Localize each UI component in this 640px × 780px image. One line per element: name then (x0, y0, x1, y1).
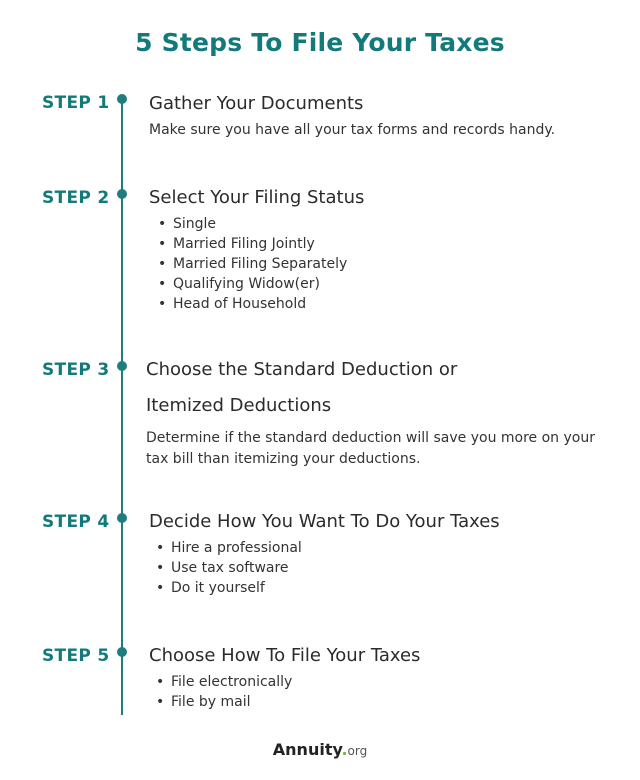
step-4-heading: Decide How You Want To Do Your Taxes (149, 511, 500, 532)
step-3-heading-line-1: Choose the Standard Deduction or (146, 359, 458, 380)
step-1-label: STEP 1 (42, 93, 110, 113)
logo-dot: . (341, 740, 348, 759)
timeline-dot-step-4 (117, 513, 127, 523)
list-item: • File electronically (156, 674, 293, 690)
step-2-heading: Select Your Filing Status (149, 187, 365, 208)
list-item: • Qualifying Widow(er) (158, 276, 320, 292)
bullet-icon: • (156, 560, 165, 576)
step-3-description: Determine if the standard deduction will save you more on your tax bill than itemizing your deductions. (146, 430, 595, 467)
step-2-bullet-list (157, 214, 347, 314)
step-4-bullet-list (155, 538, 302, 598)
list-item: • Use tax software (156, 560, 289, 576)
step-1-description: Make sure you have all your tax forms and records handy. (149, 122, 556, 138)
bullet-icon: • (158, 236, 167, 252)
timeline-dot-step-2 (117, 189, 127, 199)
step-4-label: STEP 4 (42, 512, 110, 532)
logo-tld: org (347, 744, 368, 758)
step-1-heading: Gather Your Documents (149, 93, 364, 114)
bullet-icon: • (156, 540, 165, 556)
bullet-icon: • (158, 276, 167, 292)
timeline-dot-step-3 (117, 361, 127, 371)
list-item: • Hire a professional (156, 540, 302, 556)
page-title: 5 Steps To File Your Taxes (135, 28, 505, 57)
list-item: • Head of Household (158, 296, 307, 312)
bullet-icon: • (158, 296, 167, 312)
list-item: • Do it yourself (156, 580, 265, 596)
step-3-label: STEP 3 (42, 360, 110, 380)
list-item: • Single (158, 216, 217, 232)
step-3-heading-line-2: Itemized Deductions (146, 395, 332, 416)
step-5-bullet-list (155, 672, 292, 712)
step-5-label: STEP 5 (42, 646, 110, 666)
list-item: • File by mail (156, 694, 251, 710)
logo-wordmark: Annuity (272, 740, 342, 759)
step-5-heading: Choose How To File Your Taxes (149, 645, 421, 666)
timeline-dot-step-1 (117, 94, 127, 104)
bullet-icon: • (158, 256, 167, 272)
bullet-icon: • (156, 694, 165, 710)
bullet-icon: • (156, 674, 165, 690)
list-item: • Married Filing Jointly (158, 236, 315, 252)
bullet-icon: • (156, 580, 165, 596)
list-item: • Married Filing Separately (158, 256, 348, 272)
timeline-dot-step-5 (117, 647, 127, 657)
bullet-icon: • (158, 216, 167, 232)
annuity-logo[interactable] (0, 740, 640, 759)
step-2-label: STEP 2 (42, 188, 110, 208)
